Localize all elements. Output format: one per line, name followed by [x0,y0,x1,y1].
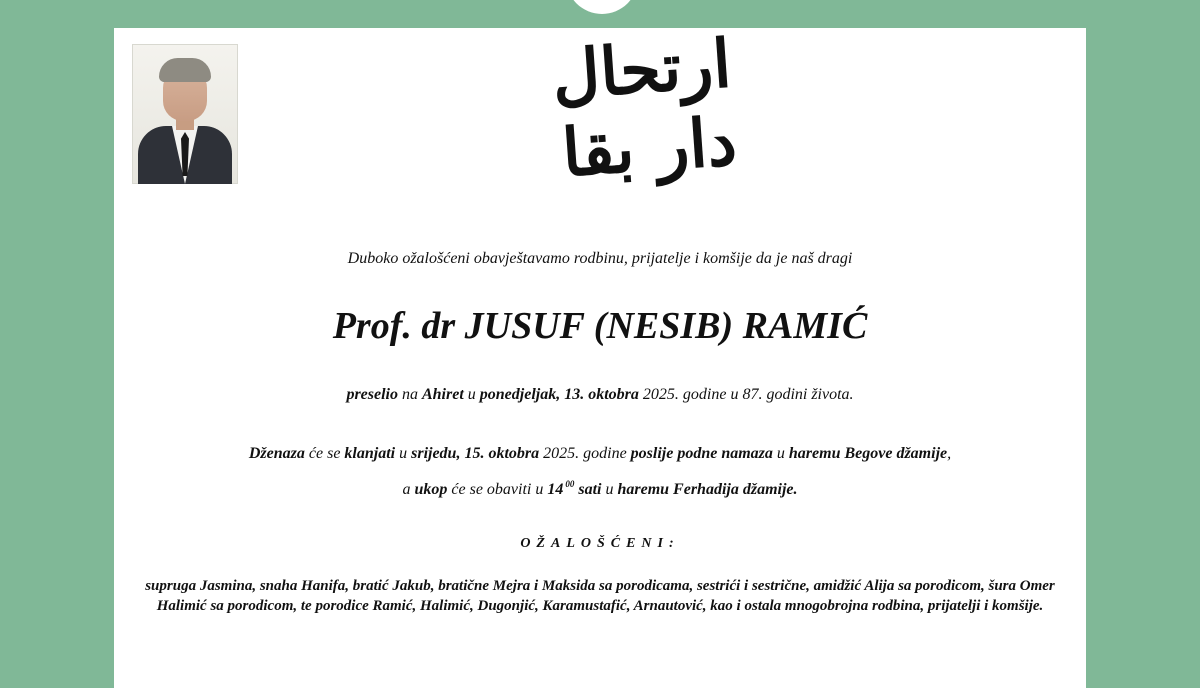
funeral-word-8: u [776,445,785,462]
burial-time-minutes: 00 [565,479,575,489]
intro-text: Duboko ožalošćeni obavještavamo rodbinu, prijatelje i komšije da je naš dragi [347,250,853,267]
obituary-content [114,24,1086,688]
passing-word-2: na [401,386,418,403]
burial-word-2: ukop [414,481,448,498]
obituary-paper [114,24,1086,688]
burial-line [114,473,1086,501]
mourners-title: OŽALOŠĆENI: [520,536,680,551]
burial-word-6: sati [578,481,602,498]
funeral-word-5: srijedu, 15. oktobra [411,445,540,462]
funeral-word-1: Dženaza [248,445,305,462]
funeral-word-4: u [399,445,408,462]
funeral-word-2: će se [308,445,341,462]
passing-line [114,384,1086,406]
burial-word-7: u [605,481,614,498]
top-emblem [566,0,638,14]
burial-time-hour: 14 [547,481,564,498]
funeral-word-9: haremu Begove džamije [788,445,948,462]
passing-word-6: 2025. godine u 87. godini života. [642,386,854,403]
passing-word-4: u [467,386,476,403]
funeral-word-10: , [947,445,952,462]
deceased-name: Prof. dr JUSUF (NESIB) RAMIĆ [332,305,868,347]
burial-word-8: haremu Ferhadija džamije. [617,481,798,498]
burial-word-3: će se obaviti u [451,481,544,498]
arabic-calligraphy: ارتحال دار بقا [549,24,740,192]
funeral-word-7: poslije podne namaza [630,445,773,462]
passing-word-1: preselio [346,386,398,403]
passing-word-3: Ahiret [421,386,464,403]
mourners-list: supruga Jasmina, snaha Hanifa, bratić Jakub, bratične Mejra i Maksida sa porodicama, sestrići i sestrične, amidžić Alija sa porodicom, šura Omer Halimić sa porodicom, te porodice Ramić, Halimić, Dugonjić, Karamustafić, Arnautović, kao i ostala mnogobrojna rodbina, prijatelji i komšije. [145,578,1055,614]
funeral-prayer-line [114,443,1086,465]
burial-word-1: a [402,481,411,498]
passing-word-5: ponedjeljak, 13. oktobra [479,386,639,403]
funeral-word-3: klanjati [344,445,396,462]
funeral-word-6: 2025. godine [543,445,627,462]
